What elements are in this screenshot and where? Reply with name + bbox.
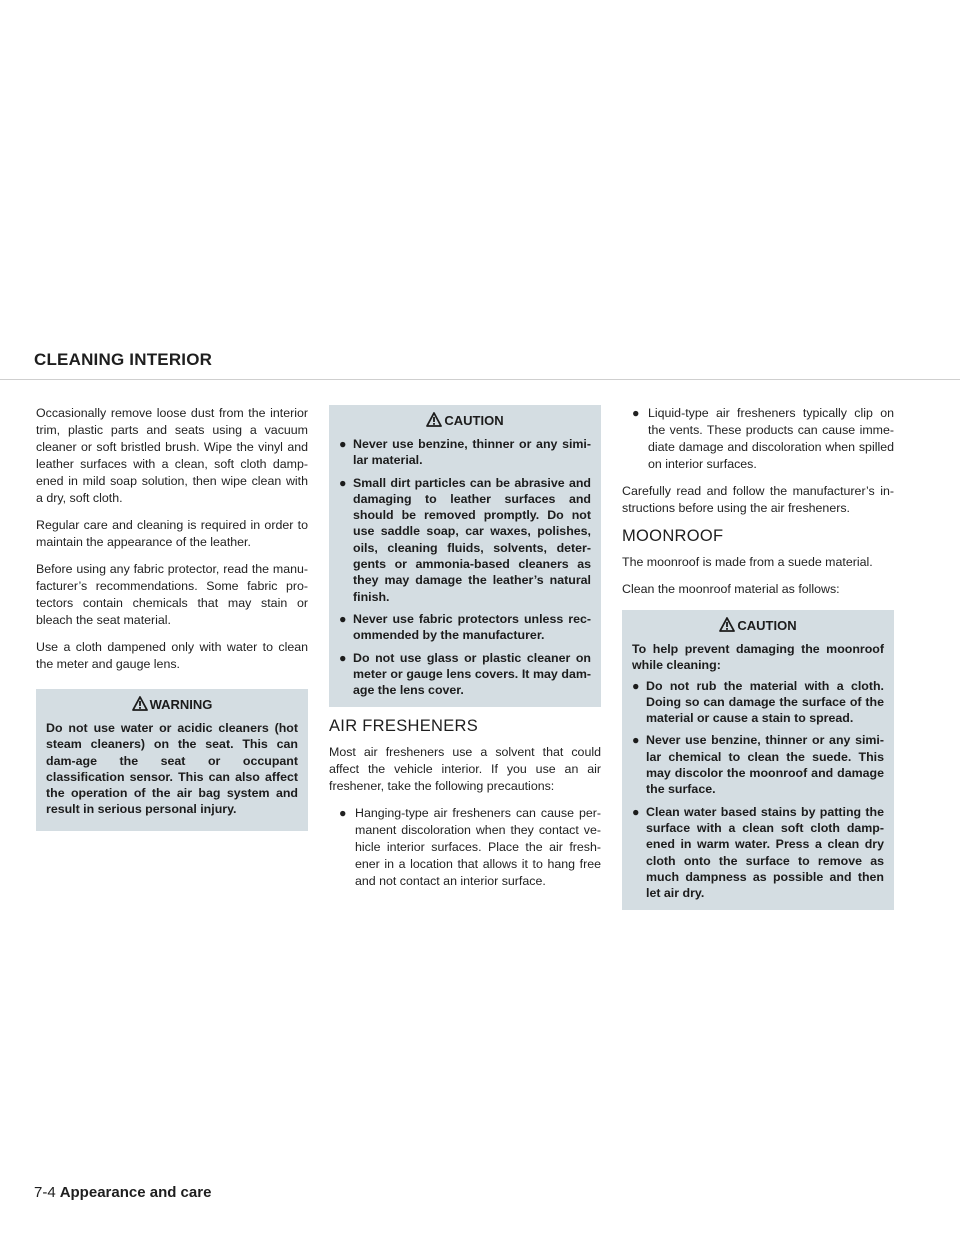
paragraph: Before using any fabric protector, read the manu-facturer’s recommendations. Some fabric pro-tectors contain chemicals that may stain or bleach the seat material. (36, 562, 308, 627)
column-1 (36, 405, 308, 841)
paragraph: Carefully read and follow the manufacturer’s in-structions before using the air fresheners. (622, 484, 894, 515)
list-item-text: Hanging-type air fresheners can cause per-manent discoloration when they contact ve-hicle interior surfaces. Place the air fresh-ener in a location that allows it to hang free and not contact an interior surface. (355, 806, 601, 889)
warning-box (36, 689, 308, 831)
paragraph: Regular care and cleaning is required in order to maintain the appearance of the leather. (36, 518, 308, 549)
warning-text: Do not use water or acidic cleaners (hot steam cleaners) on the seat. This can dam-age the seat or occupant classification sensor. This can also affect the operation of the air bag system and result in serious personal injury. (46, 721, 298, 817)
bullet: ● (339, 806, 347, 821)
subheading-moonroof: MOONROOF (622, 527, 724, 545)
caution-item-text: Never use fabric protectors unless rec-ommended by the manufacturer. (353, 611, 591, 643)
caution-item-text: Clean water based stains by patting the surface with a clean soft cloth damp-ened in warm water. Press a clean dry cloth onto the surface to remove as much dampness as possible and then let air dry. (646, 804, 884, 901)
list-item (622, 405, 894, 473)
bullet: ● (339, 650, 347, 665)
section-title: CLEANING INTERIOR (34, 350, 213, 369)
caution-item-text: Do not rub the material with a cloth. Doing so can damage the surface of the material or cause a stain to spread. (646, 678, 884, 726)
caution-item (339, 650, 591, 699)
bullet: ● (632, 406, 640, 420)
paragraph: The moonroof is made from a suede material. (622, 555, 873, 569)
caution-item-text: Do not use glass or plastic cleaner on meter or gauge lens covers. It may dam-age the lens cover. (353, 650, 591, 698)
paragraph: Use a cloth dampened only with water to clean the meter and gauge lens. (36, 640, 308, 671)
bullet: ● (339, 475, 347, 490)
warning-triangle-icon (719, 617, 735, 636)
page-number: 7-4 (34, 1184, 56, 1201)
caution-title: CAUTION (737, 618, 797, 633)
caution-title-row (632, 617, 884, 633)
section-divider (0, 379, 960, 380)
list-item (329, 805, 601, 890)
caution-box (622, 610, 894, 910)
footer-section: Appearance and care (59, 1184, 212, 1201)
caution-item-text: Small dirt particles can be abrasive and damaging to leather surfaces and should be removed promptly. Do not use saddle soap, car waxes, polishes, oils, cleaning fluids, solvents, deter-gents or ammonia-based cleaners as they may damage the leather’s natural finish. (353, 475, 591, 604)
paragraph: Most air fresheners use a solvent that could affect the vehicle interior. If you use an air freshener, take the following precautions: (329, 745, 601, 794)
paragraph: Occasionally remove loose dust from the interior trim, plastic parts and seats using a vacuum cleaner or soft bristled brush. Wipe the vinyl and leather surfaces with a clean, soft cloth damp-ened in mild soap solution, then wipe clean with a dry, soft cloth. (36, 406, 308, 505)
column-3 (622, 405, 894, 920)
caution-item-text: Never use benzine, thinner or any simi-lar material. (353, 437, 591, 468)
caution-item (339, 611, 591, 644)
caution-intro: To help prevent damaging the moonroof while cleaning: (632, 642, 884, 673)
warning-title: WARNING (149, 697, 213, 712)
caution-item-text: Never use benzine, thinner or any simi-lar chemical to clean the suede. This may discolor the moonroof and damage the surface. (646, 733, 884, 797)
caution-item (339, 436, 591, 469)
caution-title: CAUTION (444, 413, 504, 428)
subheading-air-fresheners: AIR FRESHENERS (329, 717, 479, 736)
paragraph: Clean the moonroof material as follows: (622, 582, 840, 596)
bullet: ● (632, 678, 640, 693)
bullet: ● (339, 611, 347, 626)
bullet: ● (632, 804, 640, 819)
caution-box (329, 405, 601, 707)
caution-item (339, 475, 591, 605)
caution-item (632, 804, 884, 902)
caution-item (632, 678, 884, 727)
column-2 (329, 405, 601, 900)
page-footer (34, 1184, 211, 1201)
warning-triangle-icon (132, 696, 148, 715)
bullet: ● (632, 733, 640, 748)
warning-triangle-icon (426, 412, 442, 431)
caution-title-row (339, 412, 591, 428)
warning-title-row (46, 696, 298, 712)
bullet: ● (339, 437, 347, 451)
list-item-text: Liquid-type air fresheners typically clip on the vents. These products can cause imme-diate damage and discoloration when spilled on interior surfaces. (648, 406, 894, 471)
caution-item (632, 732, 884, 797)
